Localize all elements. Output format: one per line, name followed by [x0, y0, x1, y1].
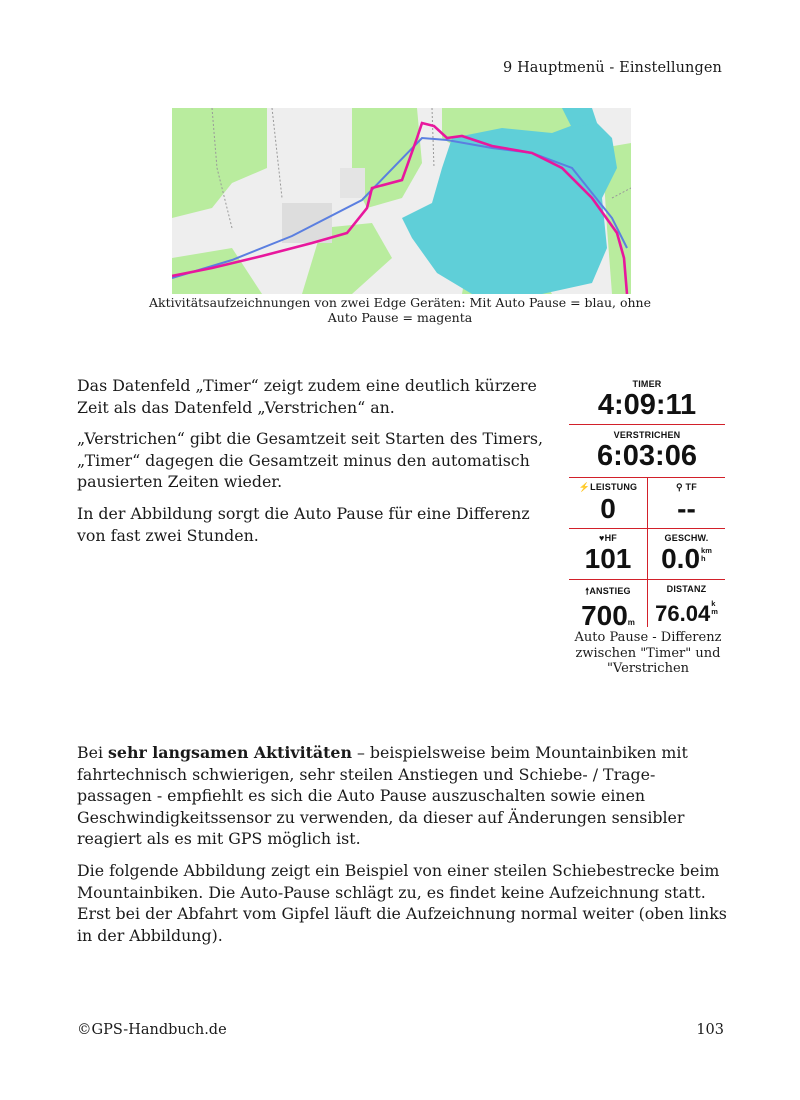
paragraph-slow-activities: Bei sehr langsamen Aktivitäten – beispielsweise beim Mountainbiken mit fahrtechnisch schwierigen, sehr steilen Anstiegen und Schiebe- / Trage-passagen - empfiehlt es sich die Auto Pause auszuschalten sowie einen Geschwindigkeitssensor zu verwenden, da dieser auf Änderungen sensibler reagiert als es mit GPS möglich ist. — [77, 743, 688, 848]
speed-value: 0.0 — [661, 543, 701, 574]
distance-value: 76.04 — [655, 601, 711, 626]
distance-unit: k m — [711, 599, 718, 616]
divider — [569, 579, 725, 580]
timer-field — [569, 379, 725, 420]
footer-copyright: ©GPS-Handbuch.de — [77, 1022, 227, 1038]
cadence-label: TF — [685, 482, 697, 492]
speed-label: GESCHW. — [664, 533, 709, 543]
speed-field — [648, 533, 725, 573]
heart-rate-label: HF — [604, 533, 617, 543]
lightning-icon: ⚡ — [578, 482, 591, 492]
emphasis-slow-activities: sehr langsamen Aktivitäten — [108, 743, 352, 762]
heart-rate-value: 101 — [584, 543, 632, 574]
power-field — [569, 482, 647, 523]
distance-field — [648, 584, 725, 625]
speed-unit: km h — [701, 546, 712, 563]
map-figure — [172, 108, 631, 294]
paragraph-timer-intro: Das Datenfeld „Timer“ zeigt zudem eine deutlich kürzere Zeit als das Datenfeld „Verstrichen“ an. — [77, 376, 537, 417]
ascent-value: 700 — [581, 600, 628, 631]
page-number: 103 — [696, 1022, 724, 1038]
ascent-label: ANSTIEG — [589, 586, 631, 596]
timer-label: TIMER — [632, 379, 662, 389]
ascent-unit: m — [627, 618, 635, 627]
elapsed-field — [569, 430, 725, 471]
divider — [569, 528, 725, 529]
ascent-field — [569, 584, 647, 630]
paragraph-example: Die folgende Abbildung zeigt ein Beispiel von einer steilen Schiebestrecke beim Mountainbiken. Die Auto-Pause schlägt zu, es findet keine Aufzeichnung statt. Erst bei der Abfahrt vom Gipfel läuft die Aufzeichnung normal weiter (oben links in der Abbildung). — [77, 861, 727, 945]
arrow-up-icon: 🠕 — [585, 586, 590, 596]
map-caption: Aktivitätsaufzeichnungen von zwei Edge Geräten: Mit Auto Pause = blau, ohne Auto Pause = magenta — [148, 295, 651, 325]
elapsed-value: 6:03:06 — [597, 440, 697, 472]
power-label: LEISTUNG — [590, 482, 638, 492]
distance-label: DISTANZ — [666, 584, 707, 594]
elapsed-label: VERSTRICHEN — [613, 430, 681, 440]
timer-value: 4:09:11 — [597, 389, 697, 421]
divider — [569, 424, 725, 425]
chapter-header: 9 Hauptmenü - Einstellungen — [503, 60, 722, 76]
power-value: 0 — [600, 493, 616, 524]
device-caption: Auto Pause - Differenz zwischen "Timer" und "Verstrichen — [574, 630, 722, 676]
paragraph-difference: In der Abbildung sorgt die Auto Pause für eine Differenz von fast zwei Stunden. — [77, 504, 530, 545]
crank-icon: ⚲ — [676, 482, 683, 492]
cadence-value: -- — [677, 493, 696, 524]
heart-icon: ♥ — [599, 533, 605, 543]
device-screen — [569, 377, 725, 631]
paragraph-elapsed-explanation: „Verstrichen“ gibt die Gesamtzeit seit Starten des Timers, „Timer“ dagegen die Gesamtzeit minus den automatisch pausierten Zeiten wieder. — [77, 429, 544, 491]
heart-rate-field — [569, 533, 647, 573]
cadence-field — [648, 482, 725, 523]
